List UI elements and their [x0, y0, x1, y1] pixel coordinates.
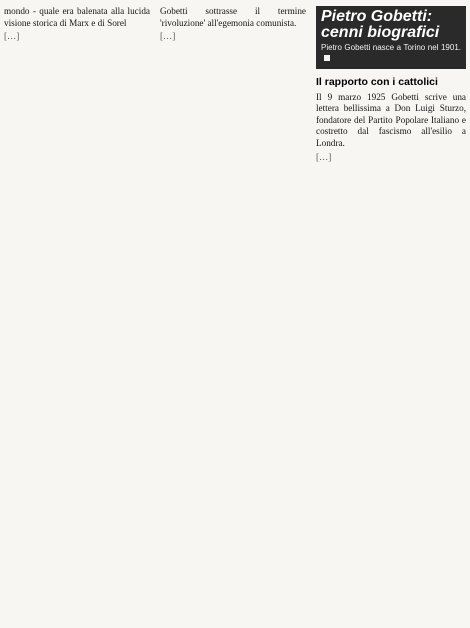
column-1-ellipsis: […]	[4, 31, 20, 42]
section-title: Il rapporto con i cattolici	[316, 76, 438, 88]
bio-paragraph-text: Pietro Gobetti nasce a Torino nel 1901.	[321, 43, 461, 52]
bio-title-line-2: cenni biografici	[321, 24, 440, 41]
bio-paragraph	[321, 43, 461, 63]
section-ellipsis: […]	[316, 151, 332, 162]
column-2	[160, 6, 306, 45]
section-paragraph: Il 9 marzo 1925 Gobetti scrive una lettera bellissima a Don Luigi Sturzo, fondatore del Partito Popolare Italiano e costretto dal fascismo all'esilio a Londra.	[316, 91, 466, 148]
column-1-paragraph: mondo - quale era balenata alla lucida visione storica di Marx e di Sorel	[4, 6, 150, 28]
column-2-paragraph: Gobetti sottrasse il termine 'rivoluzione' all'egemonia comunista.	[160, 6, 306, 28]
bio-title-line-1: Pietro Gobetti:	[321, 8, 433, 25]
column-3	[316, 6, 466, 165]
end-square-icon	[324, 55, 330, 61]
column-1	[4, 6, 150, 45]
bio-title	[321, 9, 461, 41]
column-2-ellipsis: […]	[160, 31, 176, 42]
bio-box	[316, 6, 466, 69]
